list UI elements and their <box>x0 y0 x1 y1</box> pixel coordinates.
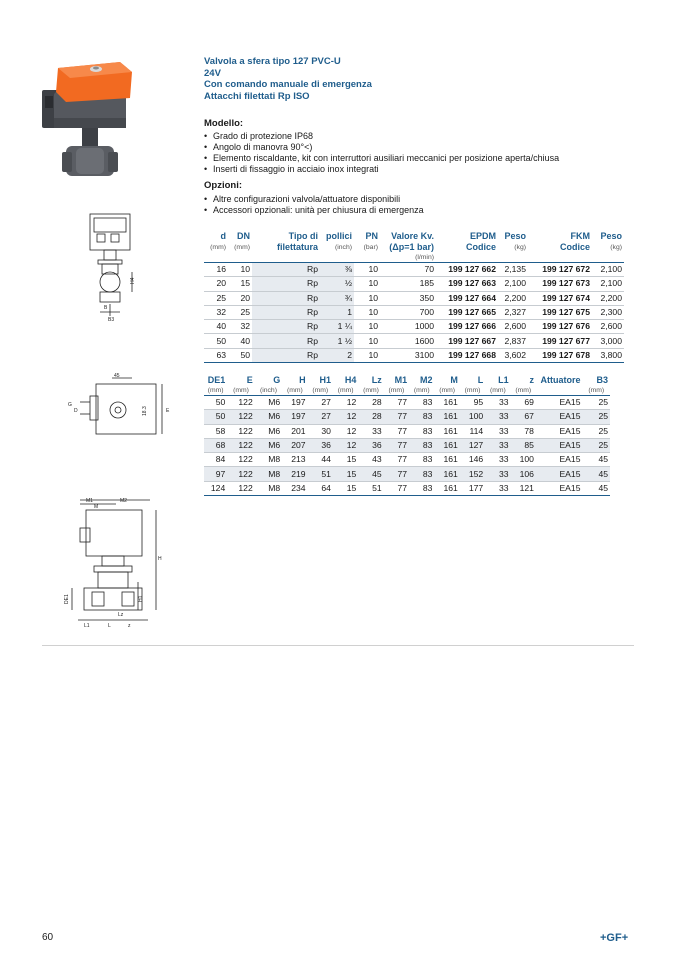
top-label-45: 45 <box>114 373 120 379</box>
t1-unit: (kg) <box>514 244 526 251</box>
t1-cell: 20 <box>204 277 228 291</box>
t1-cell: 2,600 <box>498 320 528 334</box>
t1-cell: 25 <box>204 291 228 305</box>
t1-cell: Rp <box>252 291 320 305</box>
t1-unit: (mm) <box>210 244 226 251</box>
t1-row <box>204 291 624 305</box>
t2-header: M2 <box>419 375 433 385</box>
t1-cell: 2,200 <box>498 291 528 305</box>
top-label-e: E <box>166 408 170 414</box>
t1-cell: 2,100 <box>498 277 528 291</box>
t2-cell: 207 <box>282 438 307 452</box>
t2-header: L <box>477 375 484 385</box>
front-label-b: B <box>104 305 108 311</box>
t1-cell: 1 <box>320 305 354 319</box>
t1-header: DN <box>237 231 250 241</box>
t1-cell: 199 127 678 <box>528 348 592 362</box>
t1-cell: 199 127 663 <box>436 277 498 291</box>
t2-unit: (mm) <box>227 386 254 396</box>
t2-cell: 83 <box>409 467 434 481</box>
t1-body <box>204 263 624 363</box>
t1-cell: 1600 <box>380 334 436 348</box>
t1-cell: 185 <box>380 277 436 291</box>
t2-cell: 27 <box>308 396 333 410</box>
model-bullet: • Grado di protezione IP68 <box>204 131 559 142</box>
side-label-h1: H1 <box>138 595 144 602</box>
t2-cell: 161 <box>434 453 459 467</box>
t1-cell: 20 <box>228 291 252 305</box>
t1-cell: 10 <box>354 263 380 277</box>
t1-cell: 16 <box>204 263 228 277</box>
t2-cell: EA15 <box>536 453 583 467</box>
t2-header: M1 <box>394 375 408 385</box>
t2-cell: 161 <box>434 467 459 481</box>
t2-cell: 25 <box>582 438 610 452</box>
t1-header: Peso <box>504 231 526 241</box>
side-label-l1: L1 <box>84 623 90 629</box>
t1-unit: (mm) <box>234 244 250 251</box>
t2-cell: 28 <box>358 410 383 424</box>
t2-unit: (mm) <box>333 386 358 396</box>
t1-header: pollici <box>325 231 352 241</box>
t1-cell: ½ <box>320 277 354 291</box>
t2-cell: 33 <box>485 453 510 467</box>
t1-cell: 199 127 674 <box>528 291 592 305</box>
t2-cell: 33 <box>358 424 383 438</box>
t1-cell: 25 <box>228 305 252 319</box>
t2-row <box>204 453 610 467</box>
divider <box>42 645 634 646</box>
t2-cell: EA15 <box>536 424 583 438</box>
t1-unit: (bar) <box>363 244 378 251</box>
t1-cell: 1000 <box>380 320 436 334</box>
t2-header: L1 <box>498 375 509 385</box>
t1-row <box>204 277 624 291</box>
t1-row <box>204 348 624 362</box>
t2-cell: 161 <box>434 481 459 495</box>
t2-unit: (inch) <box>255 386 282 396</box>
t1-cell: Rp <box>252 277 320 291</box>
t1-cell: 1 ¼ <box>320 320 354 334</box>
title-line: Con comando manuale di emergenza <box>204 79 372 90</box>
t1-cell: Rp <box>252 305 320 319</box>
t2-cell: 84 <box>204 453 227 467</box>
t1-cell: 700 <box>380 305 436 319</box>
t2-unit: (mm) <box>204 386 227 396</box>
t1-row <box>204 305 624 319</box>
front-label-h4: H4 <box>130 277 136 284</box>
t2-header: Lz <box>371 375 382 385</box>
t2-cell: 122 <box>227 410 254 424</box>
t2-cell: 114 <box>460 424 485 438</box>
t2-cell: 234 <box>282 481 307 495</box>
t1-cell: 2,100 <box>592 277 624 291</box>
t2-cell: EA15 <box>536 410 583 424</box>
t2-cell: 77 <box>384 410 409 424</box>
t2-cell: EA15 <box>536 396 583 410</box>
t2-cell: EA15 <box>536 481 583 495</box>
t2-cell: 122 <box>227 481 254 495</box>
t2-cell: M6 <box>255 396 282 410</box>
t1-cell: 10 <box>354 320 380 334</box>
t1-cell: 10 <box>354 305 380 319</box>
side-label-h: H <box>158 556 162 562</box>
t2-cell: 77 <box>384 467 409 481</box>
t2-cell: 161 <box>434 424 459 438</box>
t2-cell: 25 <box>582 410 610 424</box>
t1-header: PN <box>365 231 378 241</box>
t2-cell: 122 <box>227 396 254 410</box>
t1-cell: Rp <box>252 263 320 277</box>
t2-cell: 36 <box>308 438 333 452</box>
t1-cell: Rp <box>252 334 320 348</box>
dimensions-table <box>204 375 610 496</box>
t2-cell: M8 <box>255 481 282 495</box>
t2-cell: 27 <box>308 410 333 424</box>
side-label-de1: DE1 <box>64 594 70 604</box>
t2-unit: (mm) <box>409 386 434 396</box>
t1-cell: ¾ <box>320 291 354 305</box>
model-heading: Modello: <box>204 118 244 129</box>
t1-cell: ⅜ <box>320 263 354 277</box>
t1-cell: 40 <box>228 334 252 348</box>
t1-row <box>204 320 624 334</box>
t2-cell: 58 <box>204 424 227 438</box>
t1-header: (Δp=1 bar) <box>389 242 434 252</box>
t2-row <box>204 424 610 438</box>
t1-cell: 32 <box>204 305 228 319</box>
t2-header: DE1 <box>207 375 226 385</box>
t2-cell: 43 <box>358 453 383 467</box>
t2-cell: 83 <box>409 424 434 438</box>
product-title <box>204 56 372 102</box>
t2-cell: 33 <box>485 481 510 495</box>
t1-row <box>204 263 624 277</box>
t1-header: Tipo di <box>288 231 318 241</box>
t2-cell: 12 <box>333 396 358 410</box>
side-view-drawing <box>58 494 168 632</box>
t2-cell: 33 <box>485 410 510 424</box>
t1-cell: 3,800 <box>592 348 624 362</box>
t2-unit: (mm) <box>485 386 510 396</box>
t2-cell: M8 <box>255 467 282 481</box>
side-label-z: z <box>128 623 131 629</box>
side-label-m2: M2 <box>120 498 127 504</box>
t2-header: z <box>529 375 534 385</box>
t2-cell: 177 <box>460 481 485 495</box>
t1-cell: 2,135 <box>498 263 528 277</box>
t2-cell: 197 <box>282 396 307 410</box>
t2-cell: M6 <box>255 438 282 452</box>
t2-cell: 50 <box>204 396 227 410</box>
t2-cell: 213 <box>282 453 307 467</box>
page-number: 60 <box>42 932 54 943</box>
t2-cell: 83 <box>409 481 434 495</box>
front-label-b3: B3 <box>108 317 115 323</box>
t2-cell: 122 <box>227 424 254 438</box>
t2-unit: (mm) <box>384 386 409 396</box>
side-label-lz: Lz <box>118 612 124 618</box>
options-heading: Opzioni: <box>204 180 242 191</box>
t2-cell: 67 <box>511 410 536 424</box>
t2-header: G <box>273 375 281 385</box>
t2-row <box>204 467 610 481</box>
t1-cell: 199 127 668 <box>436 348 498 362</box>
t2-cell: 100 <box>511 453 536 467</box>
t2-cell: 122 <box>227 467 254 481</box>
t2-cell: 77 <box>384 396 409 410</box>
t1-cell: 199 127 667 <box>436 334 498 348</box>
t2-unit: (mm) <box>460 386 485 396</box>
t1-cell: 10 <box>354 334 380 348</box>
t1-cell: 32 <box>228 320 252 334</box>
title-line: Valvola a sfera tipo 127 PVC-U <box>204 56 341 67</box>
t2-cell: 127 <box>460 438 485 452</box>
t1-cell: 10 <box>228 263 252 277</box>
t2-header: H4 <box>344 375 357 385</box>
t2-cell: M6 <box>255 424 282 438</box>
t2-cell: 197 <box>282 410 307 424</box>
model-bullet: • Angolo di manovra 90°<) <box>204 142 559 153</box>
model-bullets <box>204 131 559 175</box>
t2-unit: (mm) <box>358 386 383 396</box>
t2-cell: 152 <box>460 467 485 481</box>
t2-cell: 83 <box>409 410 434 424</box>
t2-header: H1 <box>319 375 331 385</box>
t2-cell: 83 <box>409 396 434 410</box>
t2-cell: 95 <box>460 396 485 410</box>
top-label-g: G <box>68 402 72 408</box>
model-bullet: • Inserti di fissaggio in acciaio inox integrati <box>204 164 559 175</box>
t2-cell: 33 <box>485 467 510 481</box>
t2-cell: 201 <box>282 424 307 438</box>
t2-cell: 161 <box>434 410 459 424</box>
t2-row <box>204 438 610 452</box>
t2-cell: 100 <box>460 410 485 424</box>
t2-unit: (mm) <box>282 386 307 396</box>
t2-cell: 97 <box>204 467 227 481</box>
t2-cell: 33 <box>485 438 510 452</box>
t1-row <box>204 334 624 348</box>
t2-unit: (mm) <box>582 386 610 396</box>
t2-cell: 106 <box>511 467 536 481</box>
t2-unit: (mm) <box>511 386 536 396</box>
t2-header: B3 <box>596 375 608 385</box>
t1-cell: 2,600 <box>592 320 624 334</box>
t1-cell: 10 <box>354 291 380 305</box>
t1-cell: 10 <box>354 348 380 362</box>
t2-unit: (mm) <box>434 386 459 396</box>
t1-cell: 70 <box>380 263 436 277</box>
t2-cell: M6 <box>255 410 282 424</box>
t2-cell: 122 <box>227 453 254 467</box>
t2-cell: 78 <box>511 424 536 438</box>
t1-cell: 2 <box>320 348 354 362</box>
t1-cell: 199 127 676 <box>528 320 592 334</box>
t1-cell: 199 127 666 <box>436 320 498 334</box>
gf-logo: +GF+ <box>600 932 629 944</box>
t1-header: d <box>220 231 226 241</box>
t1-cell: 50 <box>228 348 252 362</box>
t1-cell: 63 <box>204 348 228 362</box>
t2-unit: (mm) <box>308 386 333 396</box>
side-label-m: M <box>94 504 99 510</box>
t1-cell: 3,602 <box>498 348 528 362</box>
t2-cell: 64 <box>308 481 333 495</box>
t2-cell: 77 <box>384 453 409 467</box>
t2-row <box>204 410 610 424</box>
t1-cell: Rp <box>252 320 320 334</box>
t1-cell: 3100 <box>380 348 436 362</box>
model-bullet: • Elemento riscaldante, kit con interruttori ausiliari meccanici per posizione aperta/chiusa <box>204 153 559 164</box>
t1-cell: 1 ½ <box>320 334 354 348</box>
t2-cell: 77 <box>384 481 409 495</box>
top-label-18-3: 18.3 <box>142 406 148 416</box>
t1-cell: 2,300 <box>592 305 624 319</box>
t1-header: Valore Kv. <box>391 231 434 241</box>
t2-cell: 33 <box>485 396 510 410</box>
t2-cell: 36 <box>358 438 383 452</box>
t2-cell: 15 <box>333 481 358 495</box>
t2-cell: 51 <box>358 481 383 495</box>
t1-cell: 3,000 <box>592 334 624 348</box>
t1-header: FKM <box>570 231 590 241</box>
t2-cell: EA15 <box>536 467 583 481</box>
t2-row <box>204 481 610 495</box>
t2-header: M <box>450 375 458 385</box>
t2-cell: 45 <box>358 467 383 481</box>
t2-cell: 69 <box>511 396 536 410</box>
t1-cell: Rp <box>252 348 320 362</box>
t2-cell: 12 <box>333 438 358 452</box>
product-photo <box>36 52 136 202</box>
t1-cell: 2,200 <box>592 291 624 305</box>
t1-cell: 50 <box>204 334 228 348</box>
t2-cell: 45 <box>582 453 610 467</box>
t2-cell: 83 <box>409 453 434 467</box>
t2-cell: 83 <box>409 438 434 452</box>
t2-body <box>204 396 610 496</box>
t2-cell: 45 <box>582 481 610 495</box>
top-view-drawing <box>62 372 172 440</box>
t2-cell: 124 <box>204 481 227 495</box>
t1-unit: (kg) <box>610 244 622 251</box>
t1-cell: 350 <box>380 291 436 305</box>
t1-cell: 199 127 677 <box>528 334 592 348</box>
t1-cell: 199 127 665 <box>436 305 498 319</box>
t2-cell: 12 <box>333 410 358 424</box>
front-view-drawing <box>84 208 144 326</box>
title-line: Attacchi filettati Rp ISO <box>204 90 310 102</box>
t2-cell: 68 <box>204 438 227 452</box>
t1-cell: 2,100 <box>592 263 624 277</box>
t1-header: Codice <box>465 242 496 252</box>
t1-unit: (inch) <box>335 244 352 251</box>
t2-cell: 28 <box>358 396 383 410</box>
t2-cell: 45 <box>582 467 610 481</box>
t2-cell: 161 <box>434 438 459 452</box>
t2-header: E <box>246 375 253 385</box>
t1-cell: 199 127 664 <box>436 291 498 305</box>
t1-cell: 199 127 673 <box>528 277 592 291</box>
t1-cell: 199 127 675 <box>528 305 592 319</box>
t2-cell: 25 <box>582 396 610 410</box>
t2-cell: 15 <box>333 467 358 481</box>
side-label-l: L <box>108 623 111 629</box>
t1-cell: 15 <box>228 277 252 291</box>
t2-cell: 219 <box>282 467 307 481</box>
t2-cell: 25 <box>582 424 610 438</box>
t2-cell: M8 <box>255 453 282 467</box>
t2-header: Attuatore <box>540 375 581 385</box>
t1-cell: 2,327 <box>498 305 528 319</box>
options-bullets <box>204 194 424 216</box>
options-bullet: • Altre configurazioni valvola/attuatore disponibili <box>204 194 424 205</box>
t2-cell: EA15 <box>536 438 583 452</box>
t1-header: Peso <box>600 231 622 241</box>
valve-codes-table <box>204 231 624 363</box>
t2-cell: 30 <box>308 424 333 438</box>
side-label-m1: M1 <box>86 498 93 504</box>
t2-cell: 50 <box>204 410 227 424</box>
t1-header: EPDM <box>469 231 496 241</box>
t2-cell: 77 <box>384 424 409 438</box>
top-label-d: D <box>74 408 78 414</box>
t1-cell: 40 <box>204 320 228 334</box>
t1-cell: 2,837 <box>498 334 528 348</box>
t2-cell: 15 <box>333 453 358 467</box>
t2-cell: 121 <box>511 481 536 495</box>
title-line: 24V <box>204 67 221 79</box>
t1-header: filettatura <box>276 242 318 252</box>
t2-cell: 122 <box>227 438 254 452</box>
t2-unit <box>536 386 583 396</box>
t2-header: H <box>299 375 306 385</box>
t2-cell: 85 <box>511 438 536 452</box>
t1-unit: (l/min) <box>380 253 436 263</box>
t2-cell: 33 <box>485 424 510 438</box>
options-bullet: • Accessori opzionali: unità per chiusura di emergenza <box>204 205 424 216</box>
t1-cell: 199 127 662 <box>436 263 498 277</box>
t2-cell: 12 <box>333 424 358 438</box>
t2-cell: 51 <box>308 467 333 481</box>
t2-cell: 77 <box>384 438 409 452</box>
t1-cell: 199 127 672 <box>528 263 592 277</box>
t2-cell: 146 <box>460 453 485 467</box>
t2-cell: 44 <box>308 453 333 467</box>
t2-row <box>204 396 610 410</box>
t2-cell: 161 <box>434 396 459 410</box>
t1-header: Codice <box>559 242 590 252</box>
t1-cell: 10 <box>354 277 380 291</box>
